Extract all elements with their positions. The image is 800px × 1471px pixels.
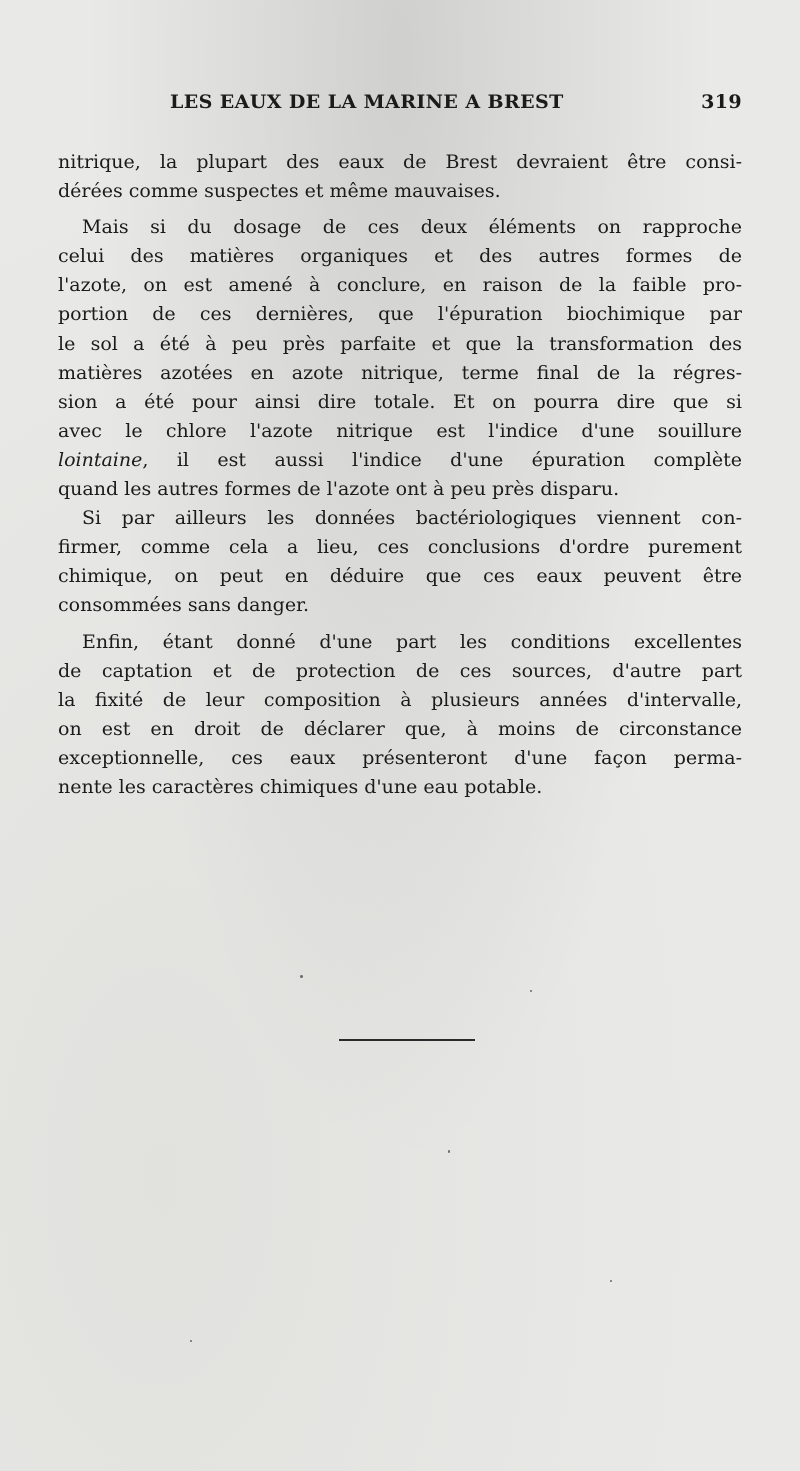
text-line: chimique, on peut en déduire que ces eaux peuvent être — [58, 565, 742, 588]
text-line: la fixité de leur composition à plusieurs années d'intervalle, — [58, 688, 742, 711]
paper-speck — [190, 1340, 192, 1342]
text-line: avec le chlore l'azote nitrique est l'indice d'une souillure — [58, 419, 742, 442]
paper-speck — [530, 990, 532, 992]
paragraph-2 — [58, 213, 742, 504]
text-line: consommées sans danger. — [58, 594, 310, 617]
text-line: celui des matières organiques et des autres formes de — [58, 245, 742, 268]
text-line: portion de ces dernières, que l'épuration biochimique par — [58, 303, 742, 326]
text-line-rest: , il est aussi l'indice d'une épuration complète — [142, 448, 742, 471]
paper-speck — [300, 975, 303, 978]
page-header — [60, 91, 742, 121]
italic-word: lointaine — [58, 448, 143, 471]
running-title: LES EAUX DE LA MARINE A BREST — [170, 91, 564, 113]
section-end-rule — [339, 1039, 475, 1041]
paragraph-4 — [58, 628, 742, 803]
text-line: l'azote, on est amené à conclure, en raison de la faible pro- — [58, 274, 742, 297]
text-line: on est en droit de déclarer que, à moins de circonstance — [58, 717, 742, 740]
text-line: nente les caractères chimiques d'une eau potable. — [58, 775, 543, 798]
text-line: le sol a été à peu près parfaite et que la transformation des — [58, 332, 742, 355]
text-line: sion a été pour ainsi dire totale. Et on pourra dire que si — [58, 390, 742, 413]
text-line: nitrique, la plupart des eaux de Brest devraient être consi- — [58, 151, 742, 173]
text-line: Si par ailleurs les données bactériologiques viennent con- — [82, 507, 742, 530]
body-text — [58, 148, 742, 802]
text-line: quand les autres formes de l'azote ont à peu près disparu. — [58, 478, 620, 501]
text-line: firmer, comme cela a lieu, ces conclusions d'ordre purement — [58, 536, 742, 559]
text-line: de captation et de protection de ces sources, d'autre part — [58, 659, 742, 682]
page-number: 319 — [701, 91, 742, 113]
text-line: exceptionnelle, ces eaux présenteront d'une façon perma- — [58, 746, 742, 769]
paragraph-1 — [58, 148, 742, 206]
paper-speck — [610, 1280, 612, 1282]
text-line — [58, 446, 742, 475]
text-line: matières azotées en azote nitrique, terme final de la régres- — [58, 361, 742, 384]
paper-speck — [448, 1150, 450, 1153]
paragraph-3 — [58, 504, 742, 620]
text-line: Mais si du dosage de ces deux éléments on rapproche — [82, 216, 742, 239]
text-line: dérées comme suspectes et même mauvaises. — [58, 180, 501, 203]
text-line: Enfin, étant donné d'une part les conditions excellentes — [82, 630, 742, 653]
